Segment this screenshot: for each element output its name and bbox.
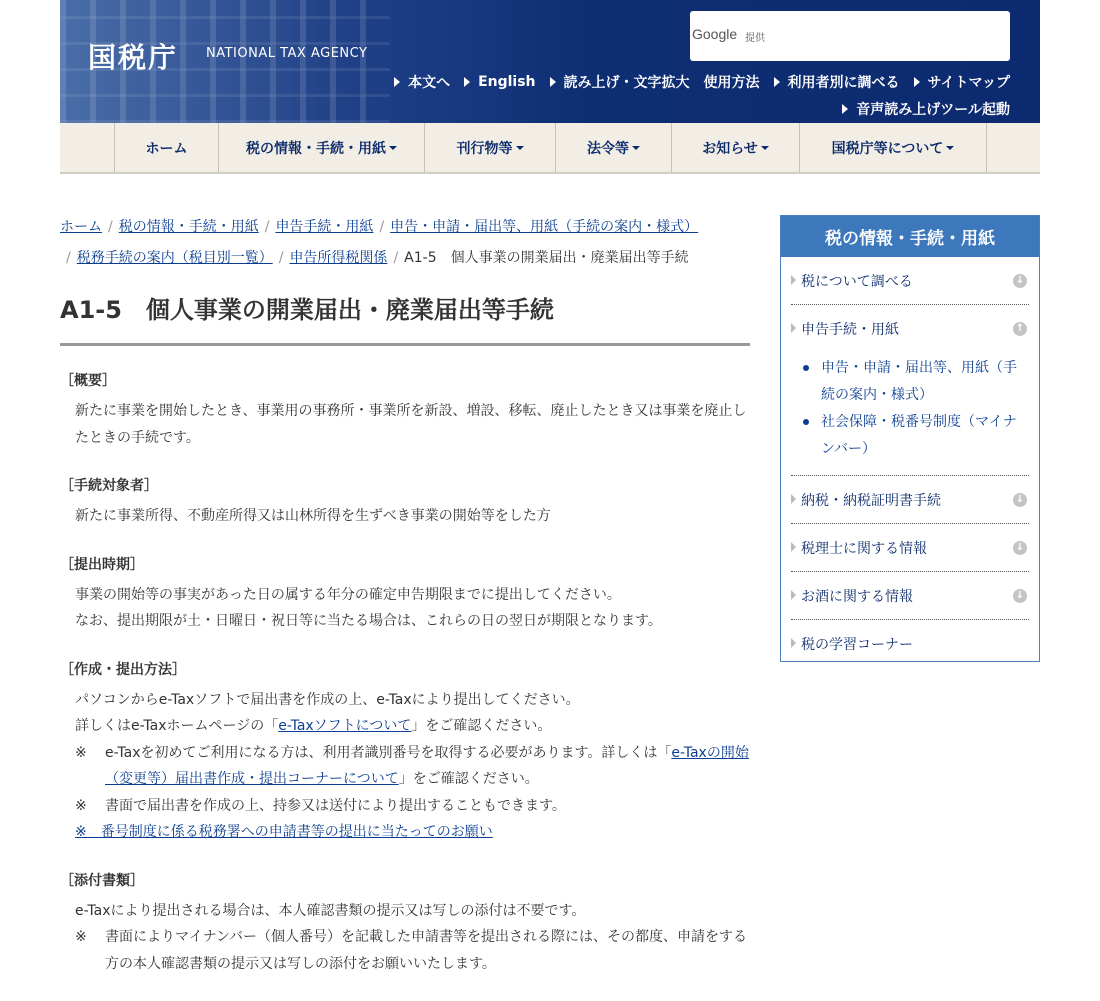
- main-content: [60, 370, 750, 1001]
- caret-down-icon: [516, 146, 524, 150]
- section-heading-timing: ［提出時期］: [60, 556, 144, 573]
- util-link-english[interactable]: English: [464, 72, 535, 92]
- sidebar-item-payment[interactable]: 納税・納税証明書手続 ↓: [791, 476, 1029, 524]
- caret-down-icon: [389, 146, 397, 150]
- nav-publications[interactable]: 刊行物等: [425, 123, 556, 172]
- sidebar-subitem-mynumber[interactable]: 社会保障・税番号制度（マイナンバー）: [801, 409, 1029, 462]
- site-header: [60, 0, 1040, 123]
- expand-down-icon[interactable]: ↓: [1013, 493, 1027, 507]
- caret-down-icon: [946, 146, 954, 150]
- nav-home[interactable]: ホーム: [115, 123, 219, 172]
- breadcrumb-forms[interactable]: 申告・申請・届出等、用紙（手続の案内・様式）: [390, 219, 699, 235]
- page-title: A1-5 個人事業の開業届出・廃業届出等手続: [60, 290, 750, 346]
- section-text-attachments: e-Taxにより提出される場合は、本人確認書類の提示又は写しの添付は不要です。 ※ 書面によりマイナンバー（個人番号）を記載した申請書等を提出される際には、その都度、申請をする方の本人確認書類の提示又は写しの添付をお願いいたします。: [75, 902, 748, 972]
- utility-links: [394, 72, 1010, 92]
- util-link-usage[interactable]: 使用方法: [703, 75, 760, 91]
- google-logo: Google: [692, 26, 738, 42]
- nav-about[interactable]: 国税庁等について: [800, 123, 987, 172]
- triangle-right-icon: [791, 590, 796, 600]
- expand-down-icon[interactable]: ↓: [1013, 541, 1027, 555]
- sidebar-item-liquor[interactable]: お酒に関する情報 ↓: [791, 572, 1029, 620]
- speech-tool-link[interactable]: 音声読み上げツール起動: [842, 99, 1010, 119]
- nav-tax-info[interactable]: 税の情報・手続・用紙: [219, 123, 425, 172]
- sidebar-title: 税の情報・手続・用紙: [781, 216, 1039, 257]
- expand-down-icon[interactable]: ↓: [1013, 274, 1027, 288]
- triangle-right-icon: [791, 275, 796, 285]
- triangle-right-icon: [774, 77, 780, 87]
- triangle-right-icon: [791, 542, 796, 552]
- triangle-right-icon: [791, 638, 796, 648]
- triangle-right-icon: [394, 77, 400, 87]
- nav-news[interactable]: お知らせ: [672, 123, 800, 172]
- breadcrumb: ホーム / 税の情報・手続・用紙 / 申告手続・用紙 / 申告・申請・届出等、用紙（手続の案内・様式） / 税務手続の案内（税目別一覧） / 申告所得税関係 / A1-5 個人事業の開業届出・廃業届出等手続: [60, 219, 699, 266]
- section-heading-overview: ［概要］: [60, 373, 116, 389]
- breadcrumb-tax-info[interactable]: 税の情報・手続・用紙: [118, 219, 259, 235]
- etax-start-link[interactable]: e-Taxの開始（変更等）届出書作成・提出コーナーについて: [105, 744, 749, 787]
- search-input[interactable]: [770, 19, 1000, 53]
- search-box[interactable]: [690, 11, 1010, 61]
- etax-software-link[interactable]: e-Taxソフトについて: [278, 718, 412, 734]
- breadcrumb-home[interactable]: ホーム: [60, 219, 102, 235]
- section-heading-attachments: ［添付書類］: [60, 872, 144, 889]
- breadcrumb-procedures[interactable]: 税務手続の案内（税目別一覧）: [76, 250, 273, 266]
- site-logo-english: NATIONAL TAX AGENCY: [206, 46, 368, 61]
- triangle-right-icon: [464, 77, 470, 87]
- breadcrumb-current: A1-5 個人事業の開業届出・廃業届出等手続: [404, 250, 689, 266]
- section-heading-method: ［作成・提出方法］: [60, 661, 186, 678]
- triangle-right-icon: [914, 77, 920, 87]
- triangle-right-icon: [550, 77, 556, 87]
- util-link-sitemap[interactable]: サイトマップ: [914, 72, 1010, 92]
- sidebar-subitem-forms[interactable]: 申告・申請・届出等、用紙（手続の案内・様式）: [801, 355, 1029, 408]
- caret-down-icon: [632, 146, 640, 150]
- sidebar-item-research[interactable]: 税について調べる ↓: [791, 257, 1029, 305]
- section-text-method: パソコンからe-Taxソフトで届出書を作成の上、e-Taxにより提出してください。 詳しくはe-Taxホームページの「e-Taxソフトについて」をご確認ください。 ※ e-Taxを初めてご利用になる方は、利用者識別番号を取得する必要があります。詳しくは「e-Taxの開始（変更等）届出書作成・提出コーナーについて」をご確認ください。 ※ 書面で届出書を作成の上、持参又は送付により提出することもできます。 ※ 番号制度に係る税務署への申請書等の提出に当たってのお願い: [75, 691, 749, 840]
- breadcrumb-income-tax[interactable]: 申告所得税関係: [289, 250, 388, 266]
- nav-laws[interactable]: 法令等: [556, 123, 672, 172]
- sidebar-item-learning[interactable]: 税の学習コーナー: [791, 620, 1029, 668]
- sidebar-item-filing[interactable]: 申告手続・用紙 ↑: [791, 305, 1029, 353]
- site-logo[interactable]: 国税庁: [88, 41, 179, 74]
- sidebar-menu: [780, 215, 1040, 662]
- triangle-right-icon: [791, 494, 796, 504]
- search-provided-label: 提供: [745, 33, 765, 44]
- global-nav: [60, 123, 1040, 174]
- triangle-right-icon: [842, 104, 848, 114]
- util-link-main-content[interactable]: 本文へ: [394, 72, 450, 92]
- section-text-overview: 新たに事業を開始したとき、事業用の事務所・事業所を新設、増設、移転、廃止したとき又は事業を廃止したときの手続です。: [75, 403, 747, 446]
- sidebar-submenu-filing: [791, 353, 1029, 476]
- util-link-by-user[interactable]: 利用者別に調べる: [774, 72, 900, 92]
- section-heading-target: ［手続対象者］: [60, 478, 158, 494]
- section-text-target: 新たに事業所得、不動産所得又は山林所得を生ずべき事業の開始等をした方: [75, 508, 551, 524]
- triangle-right-icon: [791, 323, 796, 333]
- caret-down-icon: [761, 146, 769, 150]
- my-number-request-link[interactable]: ※ 番号制度に係る税務署への申請書等の提出に当たってのお願い: [75, 824, 493, 840]
- breadcrumb-filing[interactable]: 申告手続・用紙: [275, 219, 374, 235]
- expand-down-icon[interactable]: ↓: [1013, 589, 1027, 603]
- sidebar-item-tax-accountant[interactable]: 税理士に関する情報 ↓: [791, 524, 1029, 572]
- collapse-up-icon[interactable]: ↑: [1013, 322, 1027, 336]
- util-link-read-aloud[interactable]: 読み上げ・文字拡大: [550, 72, 690, 92]
- section-text-timing: 事業の開始等の事実があった日の属する年分の確定申告期限までに提出してください。 なお、提出期限が土・日曜日・祝日等に当たる場合は、これらの日の翌日が期限となります。: [75, 586, 662, 629]
